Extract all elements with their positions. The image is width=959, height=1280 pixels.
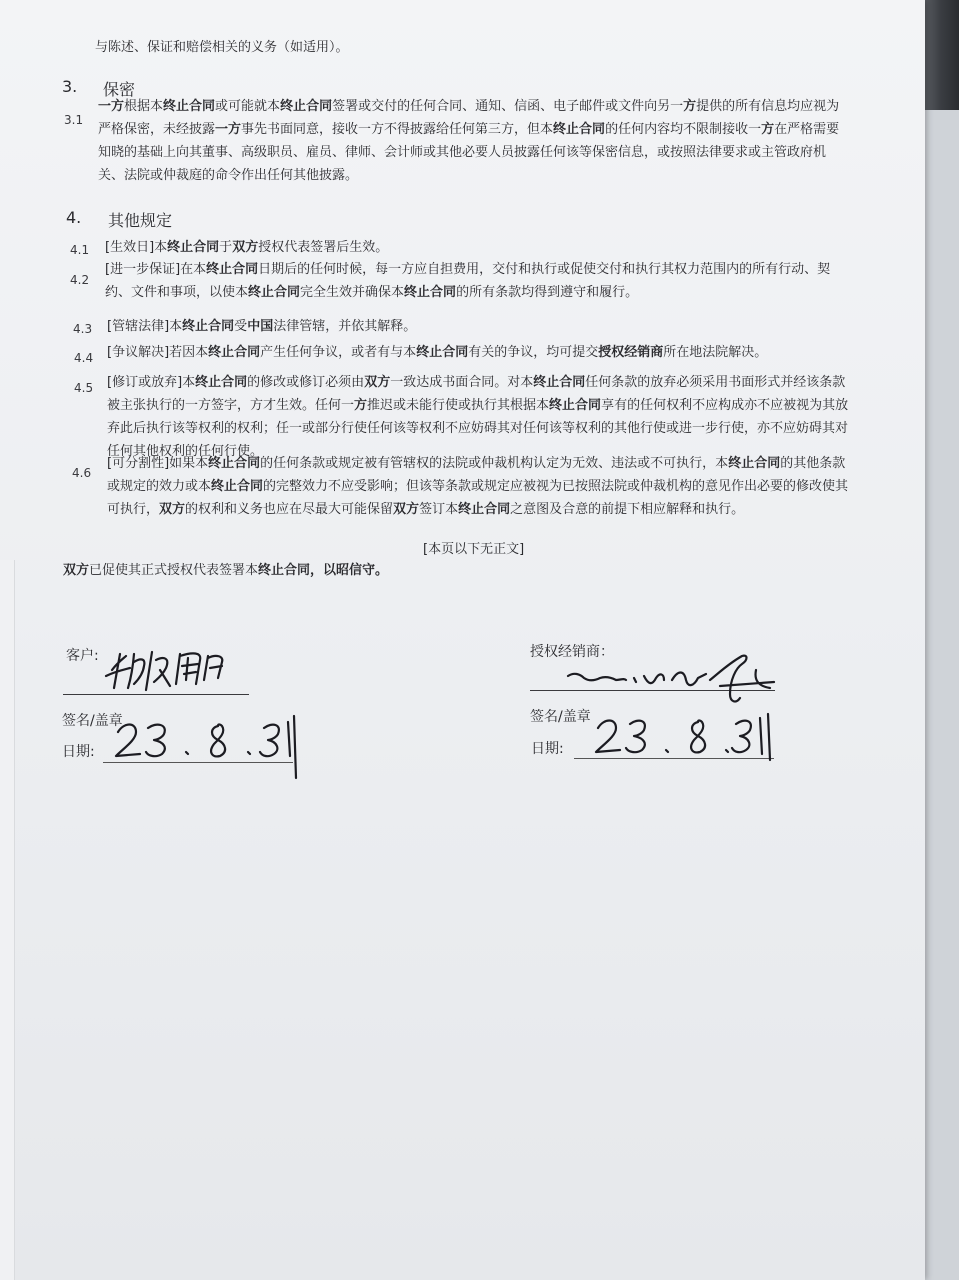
clause-4-1-number: 4.1	[70, 243, 90, 257]
text-line: 任何其他权利的任何行使。	[107, 444, 264, 459]
section-3-number: 3.	[62, 77, 78, 96]
text-line: 被主张执行的一方签字，方才生效。任何一方推迟或未能行使或执行其根据本终止合同享有的任何权利不应构成亦不应被视为其放	[107, 398, 849, 413]
clause-4-3-text	[107, 315, 416, 338]
text-line: [可分割性]如果本终止合同的任何条款或规定被有管辖权的法院或仲裁机构认定为无效、违法或不可执行，本终止合同的其他条款	[107, 456, 846, 471]
clause-4-6-text	[107, 452, 848, 521]
text-line: [生效日]本终止合同于双方授权代表签署后生效。	[105, 240, 389, 255]
dealer-handwritten-date	[590, 710, 780, 776]
text-line: 约、文件和事项，以使本终止合同完全生效并确保本终止合同的所有条款均得到遵守和履行。	[105, 285, 639, 300]
clause-4-1-text	[105, 236, 388, 259]
underlying-paper-edge	[0, 560, 15, 1280]
clause-4-4-number: 4.4	[74, 351, 94, 365]
text-line: 一方根据本终止合同或可能就本终止合同签署或交付的任何合同、通知、信函、电子邮件或文件向另一方提供的所有信息均应视为	[98, 99, 840, 114]
clause-4-5-number: 4.5	[74, 381, 94, 395]
customer-handwritten-name	[100, 640, 240, 700]
customer-handwritten-date	[110, 712, 305, 784]
dealer-label: 授权经销商：	[530, 644, 614, 660]
clause-4-4-text	[107, 341, 767, 364]
text-line: [争议解决]若因本终止合同产生任何争议，或者有与本终止合同有关的争议，均可提交授权经销商所在地法院解决。	[107, 345, 768, 360]
clause-3-1-text	[98, 95, 839, 187]
dealer-handwritten-signature	[560, 650, 780, 710]
customer-date-label: 日期:	[62, 744, 95, 760]
dealer-date-label: 日期:	[531, 741, 564, 757]
clause-4-6-number: 4.6	[72, 466, 92, 480]
section-3-title: 保密	[103, 80, 136, 99]
clause-3-1-number: 3.1	[64, 113, 84, 127]
closing-statement: 双方已促使其正式授权代表签署本终止合同，以昭信守。	[63, 563, 389, 578]
no-text-notice: [本页以下无正文]	[423, 542, 525, 557]
text-line: [进一步保证]在本终止合同日期后的任何时候，每一方应自担费用，交付和执行或促使交付和执行其权力范围内的所有行动、契	[105, 262, 831, 277]
text-line: [修订或放弃]本终止合同的修改或修订必须由双方一致达成书面合同。对本终止合同任何条款的放弃必须采用书面形式并经该条款	[107, 375, 846, 390]
text-line: [管辖法律]本终止合同受中国法律管辖，并依其解释。	[107, 319, 417, 334]
clause-4-2-text	[105, 258, 830, 304]
top-line: 与陈述、保证和赔偿相关的义务（如适用）。	[95, 40, 349, 55]
customer-sign-label: 签名/盖章	[62, 713, 123, 729]
customer-label: 客户:	[66, 648, 99, 664]
section-4-number: 4.	[66, 208, 82, 227]
text-line: 可执行，双方的权利和义务也应在尽最大可能保留双方签订本终止合同之意图及合意的前提下相应解释和执行。	[107, 502, 745, 517]
clause-4-3-number: 4.3	[73, 322, 93, 336]
clause-4-2-number: 4.2	[70, 273, 90, 287]
dealer-sign-label: 签名/盖章	[530, 709, 591, 725]
text-line: 弃此后执行该等权利的权利；任一或部分行使任何该等权利不应妨碍其对任何该等权利的其他行使或进一步行使，亦不应妨碍其对	[107, 421, 849, 436]
text-line: 或规定的效力或本终止合同的完整效力不应受影响；但该等条款或规定应被视为已按照法院或仲裁机构的意见作出必要的修改使其	[107, 479, 849, 494]
text-line: 知晓的基础上向其董事、高级职员、雇员、律师、会计师或其他必要人员披露任何该等保密信息，或按照法律要求或主管政府机	[98, 145, 827, 160]
clause-4-5-text	[107, 371, 848, 463]
text-line: 关、法院或仲裁庭的命令作出任何其他披露。	[98, 168, 359, 183]
text-line: 严格保密，未经披露一方事先书面同意，接收一方不得披露给任何第三方，但本终止合同的任何内容均不限制接收一方在严格需要	[98, 122, 840, 137]
section-4-title: 其他规定	[108, 211, 173, 230]
